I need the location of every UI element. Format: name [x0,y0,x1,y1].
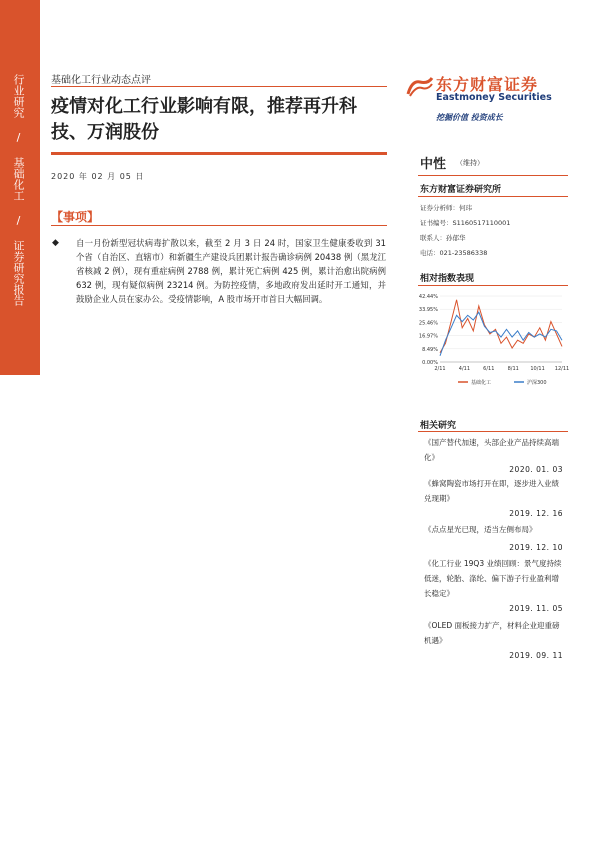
relative-index-chart [410,290,570,390]
sidebar-band [0,0,40,375]
y-tick-label: 33.95% [418,307,438,314]
y-tick-label: 8.49% [422,346,438,353]
contact-person: 联系人：孙郁华 [420,234,466,242]
related-item-title: 《国产替代加速，头部企业产品持续高端化》 [424,438,559,462]
series-line [440,312,562,356]
related-item-date: 2019. 11. 05 [509,604,563,613]
x-tick-label: 2/11 [434,366,446,372]
divider [51,86,387,87]
sidebar-label: 行业研究 / 基础化工 / 证券研究报告 [12,74,25,306]
brand-slogan: 挖掘价值 投资成长 [436,113,503,122]
x-tick-label: 6/11 [483,366,495,372]
institute-name: 东方财富证券研究所 [420,185,502,195]
phone: 电话：021-23586338 [420,249,488,257]
related-item-title: 《点点星光已现，适当左侧布局》 [424,525,537,534]
related-item-date: 2019. 12. 10 [509,543,563,552]
legend-label: 沪深300 [527,380,547,386]
report-title: 疫情对化工行业影响有限，推荐再升科技、万润股份 [51,96,357,143]
eastmoney-logo-icon [406,76,434,98]
divider [51,225,387,226]
brand-name-cn: 东方财富证券 [436,75,539,94]
related-item-title: 《OLED 面板接力扩产，材料企业迎重磅机遇》 [424,621,560,645]
related-item-date: 2019. 09. 11 [509,651,563,660]
x-tick-label: 8/11 [507,366,519,372]
divider [418,196,568,197]
bullet-icon: ◆ [52,238,59,248]
series-line [440,300,562,353]
report-category: 基础化工行业动态点评 [51,75,151,86]
analyst: 证券分析师：何玮 [420,204,472,212]
certificate-number: 证书编号：S1160517110001 [420,219,511,227]
rating-sub: （维持） [456,159,484,167]
related-heading: 相关研究 [420,421,457,431]
divider [418,431,568,432]
y-tick-label: 16.97% [418,333,438,340]
related-item-date: 2020. 01. 03 [509,465,563,474]
event-text: 自一月份新型冠状病毒扩散以来，截至 2 月 3 日 24 时，国家卫生健康委收到 31 个省（自治区、直辖市）和新疆生产建设兵团累计报告确诊病例 20438 例（黑龙江省核减 2 例），现有重症病例 2788 例，累计死亡病例 425 例，累计治愈出院病例 632 例，现有疑似病例 23214 例。为防控疫情，多地政府发出延时开工通知，并鼓励企业人员在家办公。受疫情影响，A 股市场开市首日大幅回调。 [76,238,386,304]
related-item-date: 2019. 12. 16 [509,509,563,518]
performance-heading: 相对指数表现 [420,274,475,284]
event-heading: 【事项】 [51,210,100,224]
divider [418,285,568,286]
related-item-title: 《化工行业 19Q3 业绩回顾：景气度持续低迷，轮胎、涤纶、偏下游子行业盈利增长稳定》 [424,559,562,598]
brand-name-en: Eastmoney Securities [436,92,552,103]
x-tick-label: 4/11 [458,366,471,372]
x-tick-label: 10/11 [530,366,545,372]
y-tick-label: 0.00% [422,360,438,366]
report-date: 2020 年 02 月 05 日 [51,172,145,181]
divider [418,175,568,176]
x-tick-label: 12/11 [554,366,570,372]
y-tick-label: 25.46% [418,320,438,327]
title-divider [51,152,387,155]
related-item-title: 《蜂窝陶瓷市场打开在即，逐步进入业绩兑现期》 [424,479,559,503]
legend-label: 基础化工 [471,380,492,386]
y-tick-label: 42.44% [418,294,438,300]
rating-label: 中性 [420,157,447,172]
